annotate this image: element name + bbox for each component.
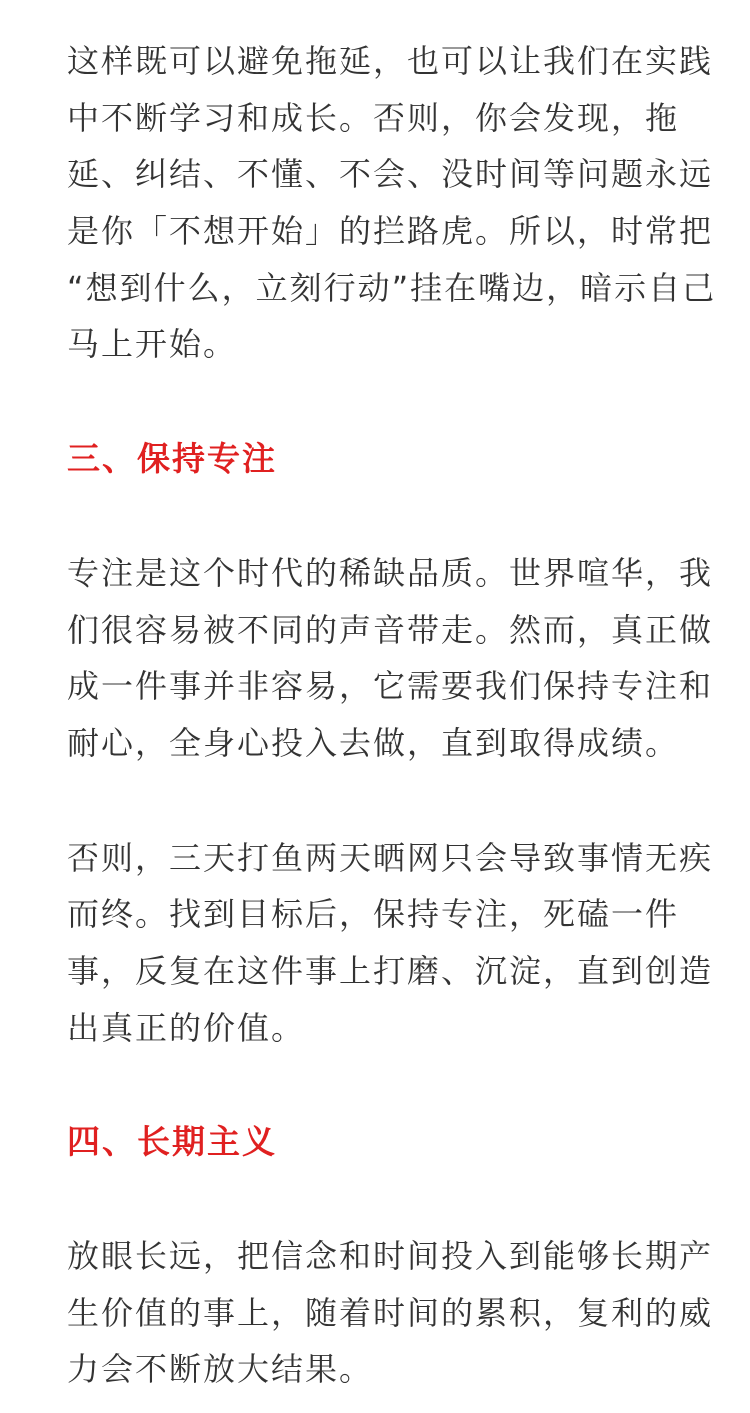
- paragraph-line: 中不断学习和成长。否则，你会发现，拖: [67, 98, 680, 137]
- paragraph-line: 力会不断放大结果。: [67, 1350, 374, 1389]
- section-heading-long-termism: 四、长期主义: [67, 1122, 277, 1162]
- paragraph-line: 否则，三天打鱼两天晒网只会导致事情无疾: [67, 838, 714, 877]
- paragraph-line: 放眼长远，把信念和时间投入到能够长期产: [67, 1237, 714, 1276]
- spacer: [67, 772, 687, 830]
- paragraph-line: 专注是这个时代的稀缺品质。世界喧华，我: [67, 553, 714, 592]
- intro-paragraph: [67, 33, 717, 373]
- paragraph-line: 而终。找到目标后，保持专注，死磕一件: [67, 895, 680, 934]
- spacer: [67, 373, 687, 431]
- long-termism-paragraph: [67, 1228, 714, 1398]
- paragraph-line: 出真正的价值。: [67, 1008, 306, 1047]
- paragraph-line: 事，反复在这件事上打磨、沉淀，直到创造: [67, 951, 714, 990]
- section-heading-focus: 三、保持专注: [67, 439, 277, 479]
- spacer: [67, 488, 687, 545]
- paragraph-line: 是你「不想开始」的拦路虎。所以，时常把: [67, 212, 714, 251]
- paragraph-line: 耐心，全身心投入去做，直到取得成绩。: [67, 723, 680, 762]
- focus-paragraph-2: [67, 830, 714, 1057]
- paragraph-line: 生价值的事上，随着时间的累积，复利的威: [67, 1293, 714, 1332]
- focus-paragraph-1: [67, 545, 714, 772]
- article-body: [67, 33, 717, 1398]
- paragraph-line: “想到什么，立刻行动”挂在嘴边，暗示自己: [67, 268, 717, 307]
- paragraph-line: 们很容易被不同的声音带走。然而，真正做: [67, 610, 714, 649]
- paragraph-line: 延、纠结、不懂、不会、没时间等问题永远: [67, 155, 714, 194]
- paragraph-line: 这样既可以避免拖延，也可以让我们在实践: [67, 42, 714, 80]
- paragraph-line: 马上开始。: [67, 325, 238, 364]
- paragraph-line: 成一件事并非容易，它需要我们保持专注和: [67, 667, 714, 706]
- spacer: [67, 1171, 687, 1228]
- spacer: [67, 1056, 687, 1114]
